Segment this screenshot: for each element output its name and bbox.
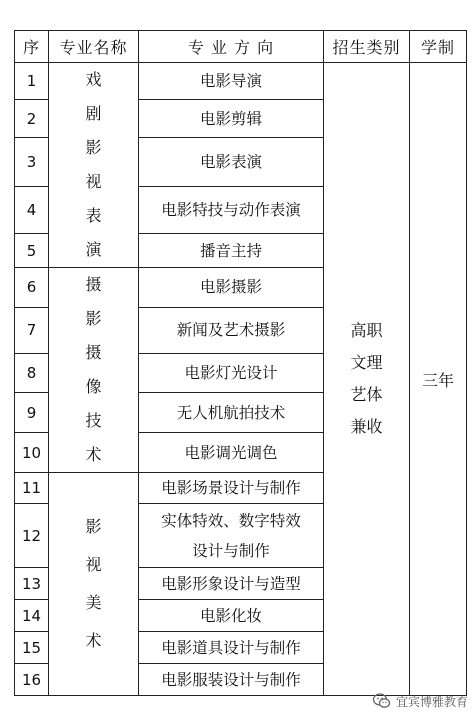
row-direction: 播音主持 <box>139 234 324 268</box>
row-seq: 3 <box>15 138 49 187</box>
row-seq: 9 <box>15 393 49 433</box>
row-direction: 电影调光调色 <box>139 433 324 473</box>
enrollment-line: 兼收 <box>350 417 383 436</box>
row-seq: 14 <box>15 600 49 632</box>
major-name-char: 像 <box>85 377 102 396</box>
row-seq: 1 <box>15 63 49 100</box>
enrollment-line: 文理 <box>350 353 383 372</box>
header-major-name: 专业名称 <box>49 31 139 63</box>
row-direction: 电影灯光设计 <box>139 353 324 393</box>
major-name-char: 术 <box>85 445 102 464</box>
major-name-char: 剧 <box>85 104 102 123</box>
row-seq: 12 <box>15 504 49 568</box>
header-direction: 专 业 方 向 <box>139 31 324 63</box>
row-direction-line: 设计与制作 <box>192 541 270 560</box>
row-direction: 无人机航拍技术 <box>139 393 324 433</box>
row-seq: 2 <box>15 100 49 138</box>
row-seq: 15 <box>15 632 49 664</box>
row-direction: 电影服装设计与制作 <box>139 664 324 696</box>
major-name-char: 术 <box>85 631 102 650</box>
major-name-char: 技 <box>85 411 102 430</box>
row-seq: 6 <box>15 268 49 308</box>
major-name-photography <box>49 268 139 473</box>
major-name-char: 戏 <box>85 70 102 89</box>
major-name-char: 摄 <box>85 343 102 362</box>
major-name-char: 视 <box>85 172 102 191</box>
row-seq: 11 <box>15 473 49 504</box>
duration-cell: 三年 <box>410 63 467 696</box>
enrollment-line: 艺体 <box>350 385 383 404</box>
major-name-char: 影 <box>85 309 102 328</box>
major-name-char: 影 <box>85 138 102 157</box>
row-direction: 新闻及艺术摄影 <box>139 307 324 353</box>
header-duration: 学制 <box>410 31 467 63</box>
major-name-art-design <box>49 473 139 696</box>
row-seq: 5 <box>15 234 49 268</box>
row-direction: 电影道具设计与制作 <box>139 632 324 664</box>
wechat-icon <box>372 691 392 711</box>
table-header-row <box>15 31 467 63</box>
watermark <box>372 690 468 712</box>
major-name-char: 表 <box>85 206 102 225</box>
major-name-char: 摄 <box>85 275 102 294</box>
row-direction: 电影导演 <box>139 63 324 100</box>
major-name-char: 影 <box>85 517 102 536</box>
watermark-text: 宜宾博雅教育 <box>395 694 468 709</box>
row-direction <box>139 504 324 568</box>
row-direction: 电影化妆 <box>139 600 324 632</box>
row-direction: 电影剪辑 <box>139 100 324 138</box>
row-direction-line: 实体特效、数字特效 <box>161 511 301 530</box>
major-name-char: 视 <box>85 555 102 574</box>
row-seq: 8 <box>15 353 49 393</box>
major-name-char: 演 <box>85 240 102 259</box>
row-seq: 16 <box>15 664 49 696</box>
row-direction: 电影表演 <box>139 138 324 187</box>
row-seq: 4 <box>15 187 49 234</box>
row-seq: 13 <box>15 568 49 600</box>
major-name-char: 美 <box>85 593 102 612</box>
row-direction: 电影特技与动作表演 <box>139 187 324 234</box>
row-direction: 电影场景设计与制作 <box>139 473 324 504</box>
row-direction: 电影摄影 <box>139 268 324 308</box>
majors-table <box>14 30 467 696</box>
row-seq: 10 <box>15 433 49 473</box>
major-name-drama <box>49 63 139 268</box>
header-seq: 序 <box>15 31 49 63</box>
row-direction: 电影形象设计与造型 <box>139 568 324 600</box>
row-seq: 7 <box>15 307 49 353</box>
header-enrollment-type: 招生类别 <box>324 31 410 63</box>
enrollment-type-cell <box>324 63 410 696</box>
enrollment-line: 高职 <box>350 321 383 340</box>
table-row <box>15 63 467 100</box>
